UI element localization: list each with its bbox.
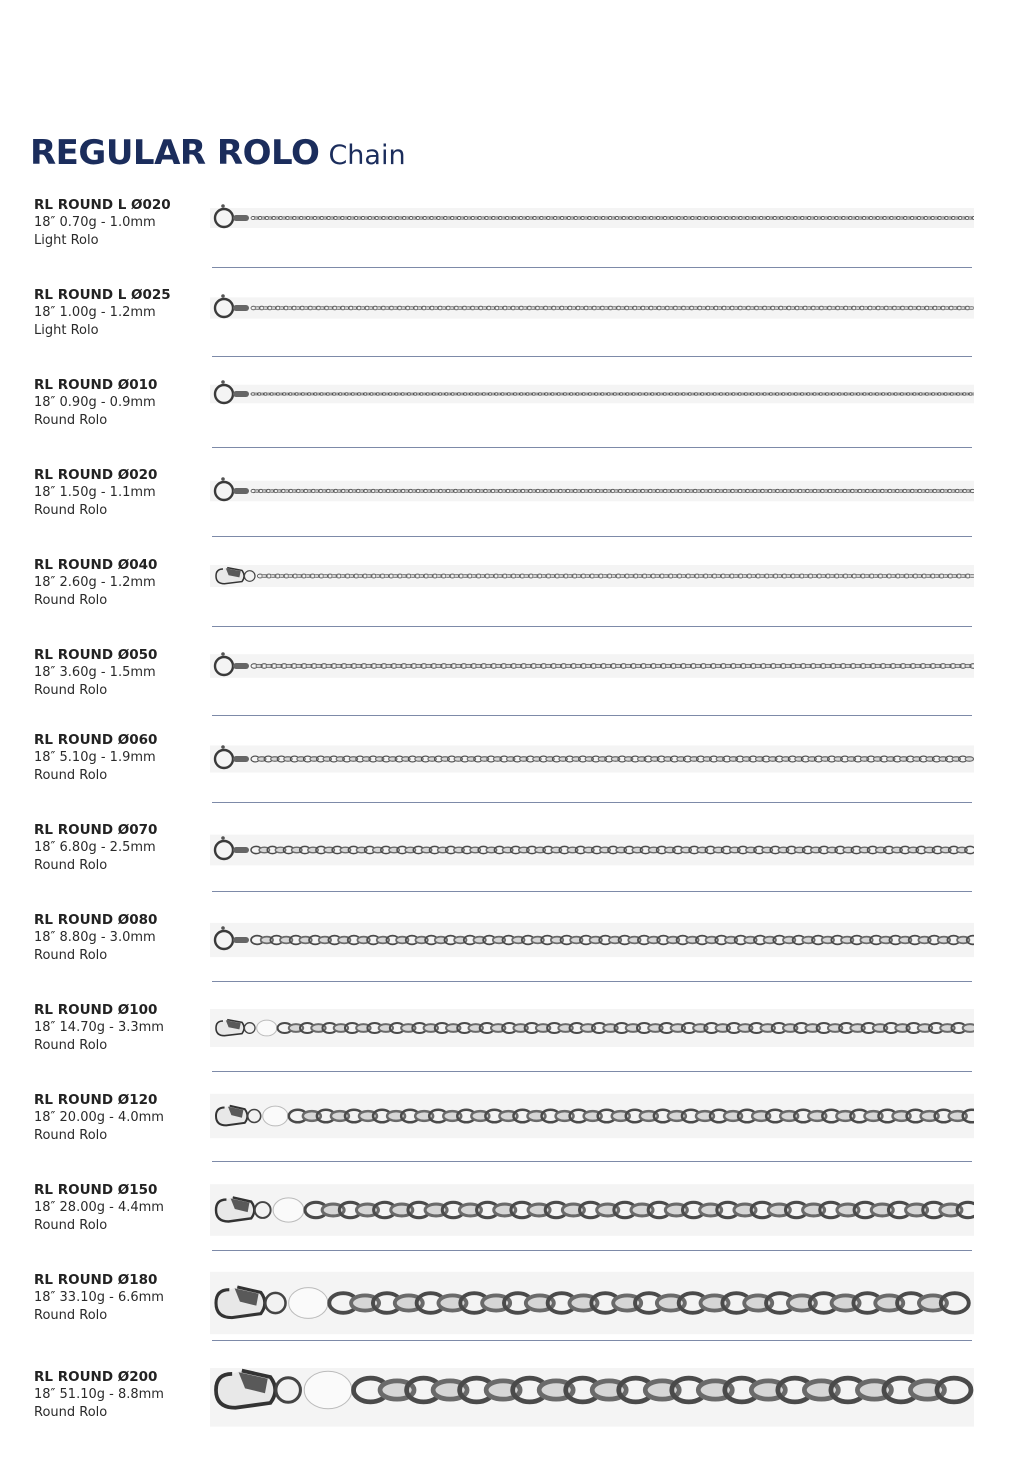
product-info [34,646,157,700]
chain-image [210,1368,974,1439]
product-type: Round Rolo [34,858,108,873]
chain-svg [210,821,974,873]
product-spec: 18″ 1.00g - 1.2mm [34,305,156,320]
product-code: RL ROUND Ø070 [34,822,158,838]
product-info [34,1001,164,1055]
chain-link [969,574,974,577]
product-type: Light Rolo [34,233,99,248]
title-sub: Chain [328,140,406,171]
chain-svg [210,556,974,606]
title-main: REGULAR ROLO [30,133,320,173]
chain-link [965,757,973,762]
product-info [34,911,157,965]
product-code: RL ROUND Ø050 [34,647,158,663]
product-row [0,196,1020,286]
product-code: RL ROUND Ø020 [34,467,158,483]
chain-image [210,911,974,966]
product-row [0,1368,1020,1458]
product-type: Round Rolo [34,1128,108,1143]
chain-image [210,376,974,426]
product-type: Round Rolo [34,948,108,963]
product-row [0,376,1020,466]
product-code: RL ROUND Ø040 [34,557,158,573]
product-type: Round Rolo [34,503,108,518]
product-code: RL ROUND Ø060 [34,732,158,748]
product-spec: 18″ 2.60g - 1.2mm [34,575,156,590]
product-code: RL ROUND L Ø025 [34,287,171,303]
product-type: Round Rolo [34,593,108,608]
separator [212,981,972,982]
page-title [30,133,406,173]
chain-svg [210,646,974,696]
separator [212,802,972,803]
chain-image [210,466,974,516]
separator [212,891,972,892]
separator [212,356,972,357]
product-row [0,1271,1020,1361]
separator [212,536,972,537]
product-type: Light Rolo [34,323,99,338]
chain-svg [210,286,974,336]
product-type: Round Rolo [34,413,108,428]
product-spec: 18″ 8.80g - 3.0mm [34,930,156,945]
product-info [34,1091,164,1145]
product-spec: 18″ 3.60g - 1.5mm [34,665,156,680]
chain-image [210,1091,974,1148]
product-spec: 18″ 51.10g - 8.8mm [34,1387,164,1402]
chain-svg [210,1368,974,1439]
chain-image [210,1001,974,1056]
product-row [0,1091,1020,1181]
chain-svg [210,1001,974,1056]
product-info [34,196,171,250]
product-spec: 18″ 6.80g - 2.5mm [34,840,156,855]
separator [212,626,972,627]
product-spec: 18″ 20.00g - 4.0mm [34,1110,164,1125]
chain-svg [210,196,974,246]
chain-link [972,393,974,395]
separator [212,267,972,268]
product-row [0,466,1020,556]
chain-svg [210,1271,974,1346]
chain-link [969,307,974,310]
product-type: Round Rolo [34,1405,108,1420]
product-code: RL ROUND Ø120 [34,1092,158,1108]
product-spec: 18″ 0.90g - 0.9mm [34,395,156,410]
chain-image [210,1181,974,1246]
chain-image [210,286,974,336]
separator [212,715,972,716]
product-row [0,911,1020,1001]
separator [212,447,972,448]
chain-image [210,196,974,246]
product-code: RL ROUND Ø080 [34,912,158,928]
chain-image [210,556,974,606]
chain-image [210,821,974,873]
product-type: Round Rolo [34,1308,108,1323]
product-info [34,376,157,430]
product-info [34,556,157,610]
product-info [34,466,157,520]
chain-svg [210,731,974,781]
separator [212,1071,972,1072]
product-row [0,731,1020,821]
product-info [34,1181,164,1235]
product-spec: 18″ 0.70g - 1.0mm [34,215,156,230]
product-type: Round Rolo [34,683,108,698]
product-code: RL ROUND Ø150 [34,1182,158,1198]
chain-svg [210,466,974,516]
separator [212,1250,972,1251]
product-row [0,646,1020,736]
product-row [0,1181,1020,1271]
product-code: RL ROUND Ø200 [34,1369,158,1385]
product-type: Round Rolo [34,1038,108,1053]
product-row [0,821,1020,911]
product-row [0,556,1020,646]
chain-svg [210,911,974,966]
product-spec: 18″ 28.00g - 4.4mm [34,1200,164,1215]
product-info [34,731,157,785]
product-info [34,286,171,340]
chain-svg [210,1091,974,1148]
chain-image [210,1271,974,1346]
product-spec: 18″ 5.10g - 1.9mm [34,750,156,765]
product-info [34,1368,164,1422]
chain-link [963,1024,974,1032]
product-spec: 18″ 1.50g - 1.1mm [34,485,156,500]
product-code: RL ROUND L Ø020 [34,197,171,213]
chain-svg [210,376,974,426]
product-code: RL ROUND Ø100 [34,1002,158,1018]
chain-image [210,731,974,781]
product-row [0,1001,1020,1091]
product-spec: 18″ 33.10g - 6.6mm [34,1290,164,1305]
chain-svg [210,1181,974,1246]
product-code: RL ROUND Ø010 [34,377,158,393]
product-info [34,821,157,875]
product-row [0,286,1020,376]
product-type: Round Rolo [34,1218,108,1233]
product-spec: 18″ 14.70g - 3.3mm [34,1020,164,1035]
product-info [34,1271,164,1325]
product-type: Round Rolo [34,768,108,783]
product-code: RL ROUND Ø180 [34,1272,158,1288]
separator [212,1161,972,1162]
separator [212,1340,972,1341]
chain-image [210,646,974,696]
